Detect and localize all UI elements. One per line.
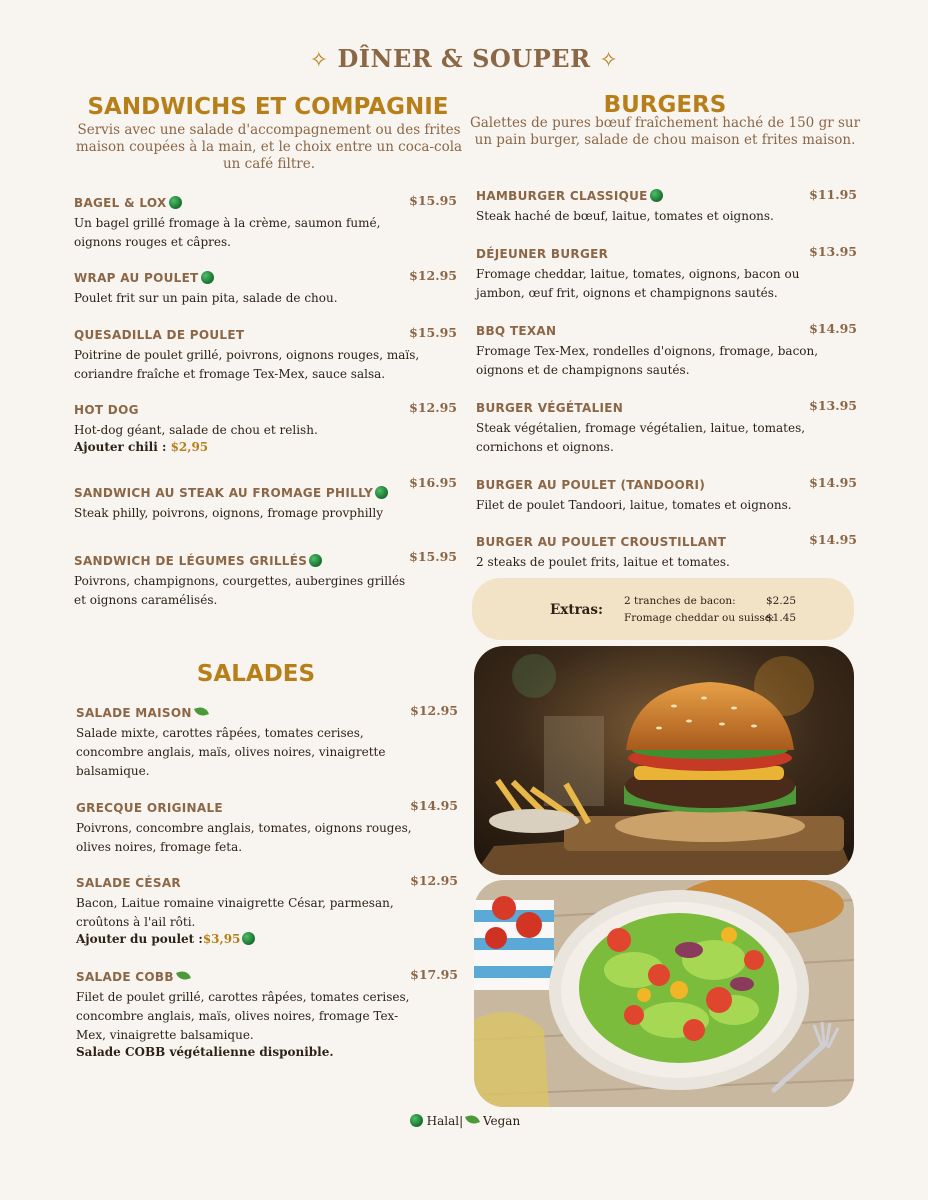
item-name: BURGER AU POULET CROUSTILLANT <box>476 535 727 549</box>
legend-halal-label: Halal <box>426 1114 460 1128</box>
extras-item-name: Fromage cheddar ou suisse: <box>624 612 775 624</box>
menu-item <box>76 872 458 946</box>
menu-item <box>476 397 857 457</box>
item-description: Steak haché de bœuf, laitue, tomates et oignons. <box>476 209 774 223</box>
vegan-leaf-icon <box>176 969 191 981</box>
menu-item <box>74 550 457 610</box>
item-price: $15.95 <box>409 549 457 564</box>
item-name: BAGEL & LOX <box>74 196 167 210</box>
item-description: Poitrine de poulet grillé, poivrons, oignons rouges, maïs, coriandre fraîche et fromage Tex-Mex, sauce salsa. <box>74 348 420 381</box>
item-name: SALADE COBB <box>76 970 174 984</box>
item-price: $11.95 <box>809 187 857 202</box>
item-addon-note: Ajouter chili : $2,95 <box>74 440 209 454</box>
halal-icon <box>242 932 255 945</box>
legend-separator: | <box>459 1114 464 1128</box>
sparkle-icon: ✧ <box>309 48 329 73</box>
item-name: SALADE MAISON <box>76 706 192 720</box>
item-name: HOT DOG <box>74 403 139 417</box>
item-description: Fromage cheddar, laitue, tomates, oignons, bacon ou jambon, œuf frit, oignons et champignons sautés. <box>476 267 800 300</box>
menu-item <box>74 324 457 384</box>
sandwiches-title: SANDWICHS ET COMPAGNIE <box>87 94 449 120</box>
halal-icon <box>375 486 388 499</box>
item-price: $16.95 <box>409 475 457 490</box>
menu-item <box>76 797 458 857</box>
burger-photo <box>474 646 854 875</box>
item-name: BBQ TEXAN <box>476 324 557 338</box>
halal-icon <box>410 1114 423 1127</box>
item-price: $17.95 <box>410 967 458 982</box>
halal-icon <box>169 196 182 209</box>
halal-icon <box>201 271 214 284</box>
item-price: $14.95 <box>809 475 857 490</box>
item-name: BURGER AU POULET (TANDOORI) <box>476 478 706 492</box>
item-price: $13.95 <box>809 244 857 259</box>
item-price: $12.95 <box>410 703 458 718</box>
burgers-subtitle: Galettes de pures bœuf fraîchement haché de 150 gr sur un pain burger, salade de chou maison et frites maison. <box>469 115 861 148</box>
item-price: $12.95 <box>410 873 458 888</box>
menu-item <box>476 185 857 226</box>
salad-photo <box>474 880 854 1107</box>
menu-item <box>76 702 458 781</box>
item-name: GRECQUE ORIGINALE <box>76 801 223 815</box>
item-description: Steak végétalien, fromage végétalien, laitue, tomates, cornichons et oignons. <box>476 421 806 454</box>
burgers-title: BURGERS <box>603 92 727 118</box>
item-name: HAMBURGER CLASSIQUE <box>476 189 648 203</box>
item-description: Hot-dog géant, salade de chou et relish. <box>74 423 318 437</box>
item-description: Un bagel grillé fromage à la crème, saumon fumé, oignons rouges et câpres. <box>74 216 381 249</box>
extras-item-name: 2 tranches de bacon: <box>624 595 736 607</box>
item-name: SANDWICH DE LÉGUMES GRILLÉS <box>74 554 308 568</box>
vegan-leaf-icon <box>465 1113 480 1125</box>
sandwiches-subtitle: Servis avec une salade d'accompagnement ou des frites maison coupées à la main, et le choix entre un coca-cola un café filtre. <box>75 122 463 172</box>
menu-item <box>74 475 457 523</box>
item-description: Fromage Tex-Mex, rondelles d'oignons, fromage, bacon, oignons et de champignons sautés. <box>476 344 819 377</box>
item-price: $13.95 <box>809 398 857 413</box>
menu-item <box>476 243 857 303</box>
item-description: Filet de poulet grillé, carottes râpées, tomates cerises, concombre anglais, maïs, olives noires, fromage Tex- Mex, vinaigrette balsamique. <box>76 990 410 1042</box>
menu-item <box>476 320 857 380</box>
item-price: $14.95 <box>410 798 458 813</box>
item-name: BURGER VÉGÉTALIEN <box>476 401 624 415</box>
item-addon-note: Salade COBB végétalienne disponible. <box>76 1045 334 1059</box>
extras-box <box>472 578 854 640</box>
salads-title: SALADES <box>196 661 316 687</box>
item-price: $14.95 <box>809 532 857 547</box>
item-name: WRAP AU POULET <box>74 271 199 285</box>
item-name: SANDWICH AU STEAK AU FROMAGE PHILLY <box>74 486 374 500</box>
halal-icon <box>309 554 322 567</box>
halal-icon <box>650 189 663 202</box>
legend-vegan-label: Vegan <box>482 1114 521 1128</box>
menu-item <box>74 267 457 308</box>
item-price: $14.95 <box>809 321 857 336</box>
item-addon-note: Ajouter du poulet :$3,95 <box>76 932 458 946</box>
item-description: Salade mixte, carottes râpées, tomates cerises, concombre anglais, maïs, olives noires, vinaigrette balsamique. <box>76 726 386 778</box>
menu-item <box>76 966 458 1059</box>
item-description: Bacon, Laitue romaine vinaigrette César, parmesan, croûtons à l'ail rôti. <box>76 896 394 929</box>
vegan-leaf-icon <box>194 705 209 717</box>
menu-header <box>0 44 928 73</box>
item-price: $12.95 <box>409 268 457 283</box>
menu-item <box>476 531 857 572</box>
item-description: Poivrons, concombre anglais, tomates, oignons rouges, olives noires, fromage feta. <box>76 821 412 854</box>
item-description: Poulet frit sur un pain pita, salade de chou. <box>74 291 338 305</box>
item-name: QUESADILLA DE POULET <box>74 328 245 342</box>
menu-item <box>74 399 457 454</box>
menu-title: DÎNER & SOUPER <box>337 44 591 73</box>
sparkle-icon: ✧ <box>599 48 619 73</box>
item-description: 2 steaks de poulet frits, laitue et tomates. <box>476 555 730 569</box>
extras-item-price: $2.25 <box>766 595 797 607</box>
dietary-legend <box>0 1114 928 1128</box>
extras-label: Extras: <box>550 602 604 618</box>
item-description: Filet de poulet Tandoori, laitue, tomates et oignons. <box>476 498 792 512</box>
item-price: $12.95 <box>409 400 457 415</box>
item-description: Steak philly, poivrons, oignons, fromage provphilly <box>74 506 383 520</box>
item-price: $15.95 <box>409 193 457 208</box>
item-name: SALADE CÉSAR <box>76 876 181 890</box>
item-name: DÉJEUNER BURGER <box>476 247 609 261</box>
extras-item-price: $1.45 <box>766 612 797 624</box>
item-description: Poivrons, champignons, courgettes, aubergines grillés et oignons caramélisés. <box>74 574 406 607</box>
menu-item <box>476 474 857 515</box>
menu-item <box>74 192 457 252</box>
item-price: $15.95 <box>409 325 457 340</box>
